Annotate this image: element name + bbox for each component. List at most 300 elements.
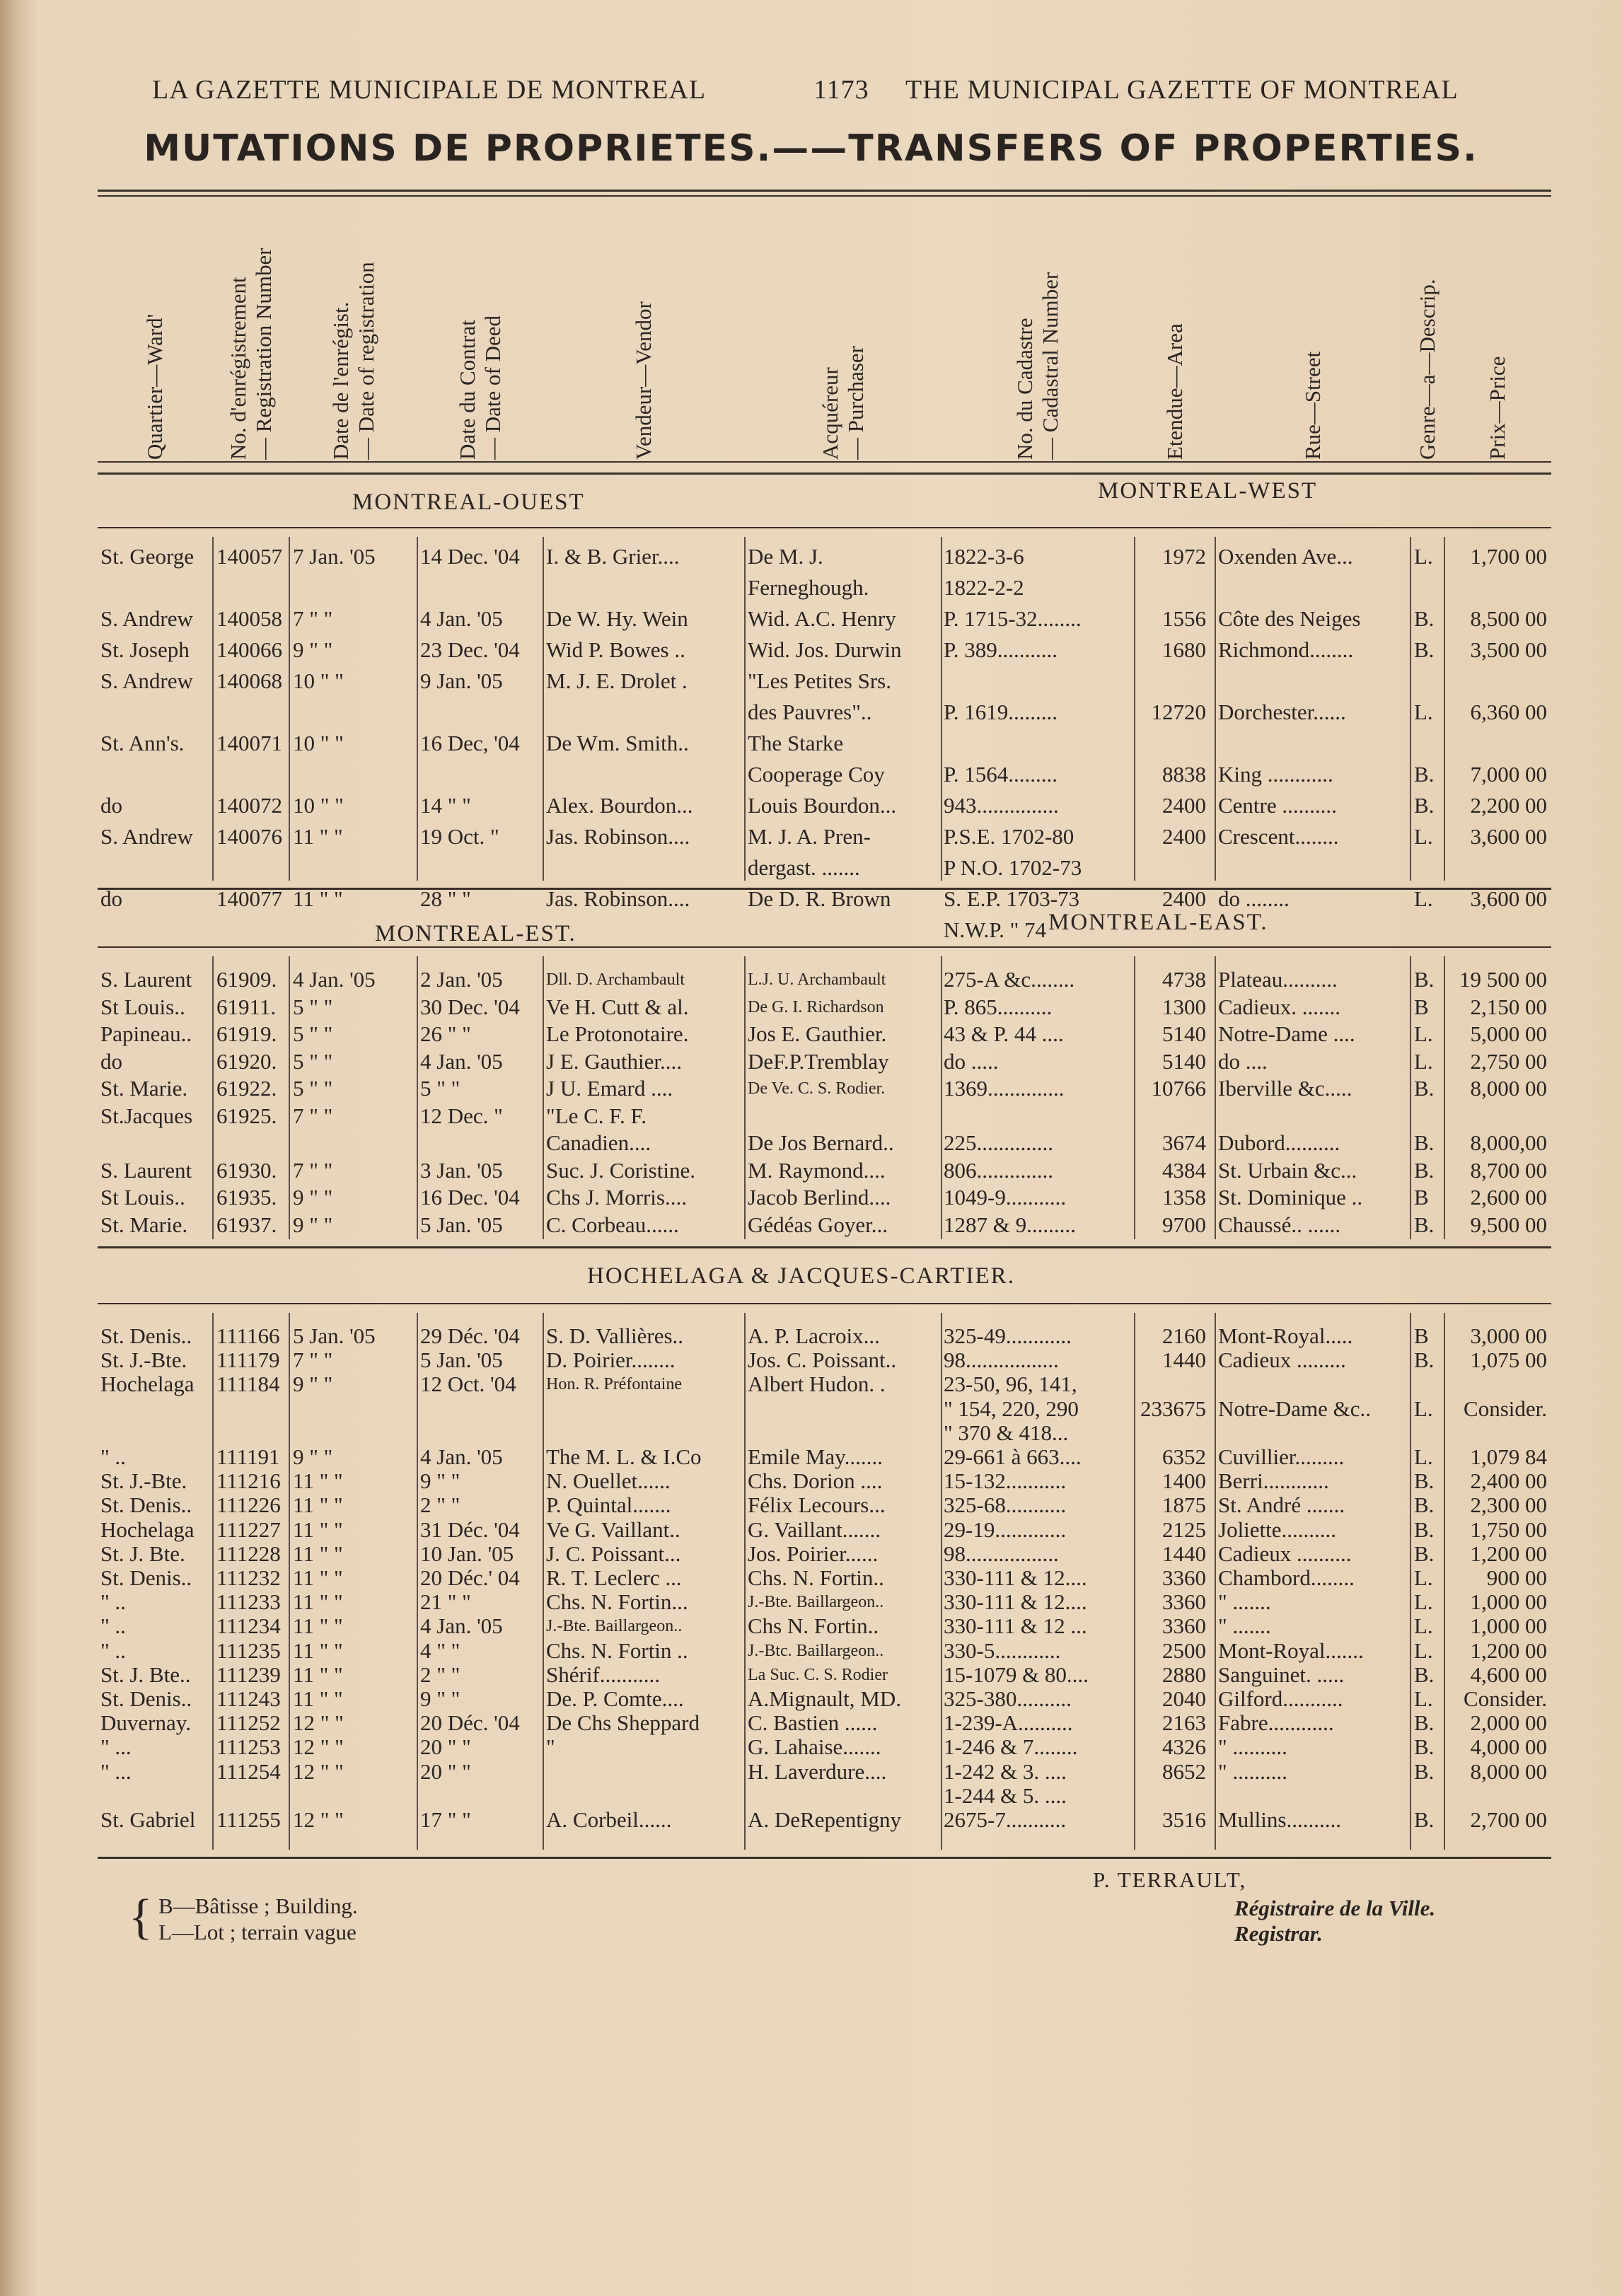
cell-deed: 12 Oct. '04 bbox=[420, 1372, 516, 1396]
cell-cad: 330-111 & 12 ... bbox=[944, 1613, 1087, 1638]
cell-gen: L. bbox=[1414, 1565, 1433, 1590]
cell-street: Centre .......... bbox=[1218, 793, 1337, 818]
cell-cad: P. 1715-32........ bbox=[944, 606, 1082, 631]
cell-gen: L. bbox=[1414, 544, 1433, 569]
cell-area: 3674 bbox=[1162, 1130, 1206, 1155]
table-row bbox=[0, 887, 1622, 915]
cell-purchaser: De D. R. Brown bbox=[748, 886, 891, 911]
column-header bbox=[417, 198, 543, 460]
cell-gen: B. bbox=[1414, 1158, 1435, 1183]
cell-cad: " 370 & 418... bbox=[944, 1420, 1069, 1445]
cell-street: Cadieux ......... bbox=[1218, 1347, 1346, 1372]
cell-street: Mont-Royal....... bbox=[1218, 1638, 1364, 1663]
cell-purchaser: Emile May....... bbox=[748, 1444, 883, 1469]
cell-area: 4384 bbox=[1162, 1158, 1206, 1183]
cell-price: 1,000 00 bbox=[1470, 1589, 1547, 1614]
cell-reg-date: 11 " " bbox=[293, 1468, 343, 1493]
table-row bbox=[0, 918, 1622, 946]
cell-reg: 111179 bbox=[216, 1347, 280, 1372]
cell-reg-date: 9 " " bbox=[293, 1372, 333, 1396]
cell-gen: B. bbox=[1414, 1492, 1435, 1517]
cell-purchaser: The Starke bbox=[748, 731, 844, 755]
cell-ward: St. Marie. bbox=[100, 1212, 188, 1237]
cell-purchaser: M. Raymond.... bbox=[748, 1158, 886, 1183]
cell-reg-date: 11 " " bbox=[293, 1638, 343, 1663]
cell-ward: St. George bbox=[100, 544, 195, 569]
cell-street: Cadieux .......... bbox=[1218, 1541, 1352, 1566]
cell-price: 900 00 bbox=[1486, 1565, 1547, 1590]
column-header-label: Etendue—Area bbox=[1162, 323, 1187, 460]
cell-cad: 1-244 & 5. .... bbox=[944, 1783, 1067, 1808]
cell-street: Cadieux. ....... bbox=[1218, 995, 1341, 1019]
cell-area: 1440 bbox=[1162, 1541, 1206, 1566]
header-left: LA GAZETTE MUNICIPALE DE MONTREAL bbox=[152, 75, 707, 105]
cell-cad: 1822-3-6 bbox=[944, 544, 1024, 569]
cell-deed: 19 Oct. " bbox=[420, 824, 499, 849]
cell-area: 8652 bbox=[1162, 1759, 1206, 1784]
cell-purchaser: "Les Petites Srs. bbox=[748, 668, 891, 693]
cell-street: Joliette.......... bbox=[1218, 1517, 1337, 1542]
cell-cad: P.S.E. 1702-80 bbox=[944, 824, 1074, 849]
cell-purchaser: A.Mignault, MD. bbox=[748, 1686, 901, 1711]
cell-gen: B bbox=[1414, 995, 1429, 1019]
cell-area: 2880 bbox=[1162, 1662, 1206, 1687]
cell-area: 1875 bbox=[1162, 1492, 1206, 1517]
cell-vendor: De W. Hy. Wein bbox=[546, 606, 688, 631]
cell-reg: 61911. bbox=[216, 995, 277, 1019]
cell-reg: 111232 bbox=[216, 1565, 281, 1590]
cell-ward: St. Gabriel bbox=[100, 1807, 196, 1832]
cell-vendor: Canadien.... bbox=[546, 1130, 651, 1155]
column-header-label: Quartier—Ward' bbox=[142, 313, 167, 460]
cell-purchaser: M. J. A. Pren- bbox=[748, 824, 871, 849]
cell-ward: S. Laurent bbox=[100, 967, 192, 992]
cell-reg-date: 11 " " bbox=[293, 886, 343, 911]
cell-price: 8,000 00 bbox=[1470, 1759, 1547, 1784]
cell-cad: 23-50, 96, 141, bbox=[944, 1372, 1077, 1396]
table-row bbox=[0, 1372, 1622, 1401]
cell-street: Gilford........... bbox=[1218, 1686, 1343, 1711]
column-header bbox=[1444, 198, 1551, 460]
cell-cad: 29-19............. bbox=[944, 1517, 1067, 1542]
column-header-label: Date de l'enrégist. bbox=[328, 301, 353, 460]
cell-reg: 111252 bbox=[216, 1710, 281, 1735]
cell-cad: P. 389........... bbox=[944, 637, 1058, 662]
cell-vendor: Jas. Robinson.... bbox=[546, 824, 690, 849]
cell-street: do .... bbox=[1218, 1049, 1268, 1074]
cell-ward: St. Joseph bbox=[100, 637, 190, 662]
cell-cad: P N.O. 1702-73 bbox=[944, 855, 1082, 880]
cell-price: 3,500 00 bbox=[1470, 637, 1547, 662]
cell-area: 2400 bbox=[1162, 886, 1206, 911]
cell-gen: B. bbox=[1414, 637, 1435, 662]
cell-area: 12720 bbox=[1151, 700, 1206, 724]
cell-street: St. André ....... bbox=[1218, 1492, 1345, 1517]
cell-reg-date: 9 " " bbox=[293, 1444, 333, 1469]
cell-vendor: Suc. J. Coristine. bbox=[546, 1158, 695, 1183]
cell-purchaser: Gédéas Goyer... bbox=[748, 1212, 888, 1237]
cell-area: 10766 bbox=[1151, 1076, 1206, 1101]
cell-price: 2,400 00 bbox=[1470, 1468, 1547, 1493]
cell-cad: P. 1564......... bbox=[944, 762, 1058, 787]
cell-ward: St Louis.. bbox=[100, 1185, 185, 1210]
cell-deed: 20 Déc. '04 bbox=[420, 1710, 520, 1735]
cell-cad: 1822-2-2 bbox=[944, 575, 1024, 600]
cell-reg: 111228 bbox=[216, 1541, 281, 1566]
cell-gen: L. bbox=[1414, 1613, 1433, 1638]
cell-purchaser: Cooperage Coy bbox=[748, 762, 885, 787]
cell-reg: 111253 bbox=[216, 1734, 281, 1759]
cell-reg-date: 12 " " bbox=[293, 1759, 344, 1784]
cell-reg: 140071 bbox=[216, 731, 282, 755]
cell-vendor: De Wm. Smith.. bbox=[546, 731, 689, 755]
cell-ward: St. J. Bte.. bbox=[100, 1662, 191, 1687]
cell-deed: 17 " " bbox=[420, 1807, 471, 1832]
table-row bbox=[0, 1050, 1622, 1078]
cell-street: Côte des Neiges bbox=[1218, 606, 1361, 631]
table-row bbox=[0, 638, 1622, 666]
cell-vendor: Ve G. Vaillant.. bbox=[546, 1517, 680, 1542]
cell-ward: S. Andrew bbox=[100, 606, 193, 631]
cell-reg-date: 5 Jan. '05 bbox=[293, 1323, 376, 1348]
table-row bbox=[0, 1077, 1622, 1105]
cell-ward: do bbox=[100, 1049, 122, 1074]
cell-price: 1,700 00 bbox=[1470, 544, 1547, 569]
page-title: MUTATIONS DE PROPRIETES.——TRANSFERS OF PROPERTIES. bbox=[144, 127, 1478, 170]
registrar-name: P. TERRAULT, bbox=[1093, 1867, 1247, 1892]
column-header-label-en: — Date of registration bbox=[353, 262, 378, 460]
cell-ward: St. Denis.. bbox=[100, 1565, 192, 1590]
cell-purchaser: Chs N. Fortin.. bbox=[748, 1613, 879, 1638]
cell-cad: S. E.P. 1703-73 bbox=[944, 886, 1080, 911]
page-number: 1173 bbox=[813, 75, 869, 105]
cell-deed: 14 " " bbox=[420, 793, 471, 818]
cell-deed: 9 " " bbox=[420, 1468, 460, 1493]
cell-ward: St. Denis.. bbox=[100, 1686, 192, 1711]
cell-ward: " .. bbox=[100, 1589, 126, 1614]
cell-vendor: J.-Bte. Baillargeon.. bbox=[546, 1617, 683, 1635]
column-header-label-en: — Registration Number bbox=[251, 248, 276, 460]
column-header bbox=[290, 198, 417, 460]
cell-price: 1,200 00 bbox=[1470, 1541, 1547, 1566]
cell-price: 8,700 00 bbox=[1470, 1158, 1547, 1183]
registrar-title-en: Registrar. bbox=[1234, 1921, 1323, 1946]
column-header-label-en: — Date of Deed bbox=[480, 315, 505, 460]
cell-deed: 2 " " bbox=[420, 1662, 460, 1687]
table-row bbox=[0, 545, 1622, 573]
section-rule bbox=[98, 472, 1551, 475]
cell-reg: 61920. bbox=[216, 1049, 277, 1074]
section-rule bbox=[98, 527, 1551, 528]
cell-price: 7,000 00 bbox=[1470, 762, 1547, 787]
cell-price: 1,079 84 bbox=[1470, 1444, 1547, 1469]
header-right: THE MUNICIPAL GAZETTE OF MONTREAL bbox=[905, 75, 1459, 105]
cell-price: 2,600 00 bbox=[1470, 1185, 1547, 1210]
cell-gen: L. bbox=[1414, 1021, 1433, 1046]
cell-deed: 16 Dec. '04 bbox=[420, 1185, 520, 1210]
table-row bbox=[0, 576, 1622, 604]
legend-lot: L—Lot ; terrain vague bbox=[158, 1920, 357, 1944]
cell-reg: 140076 bbox=[216, 824, 282, 849]
cell-cad: 1369.............. bbox=[944, 1076, 1065, 1101]
cell-area: 4738 bbox=[1162, 967, 1206, 992]
top-rule bbox=[98, 190, 1551, 192]
column-header-label: No. d'enrégistrement bbox=[226, 277, 250, 460]
header-bottom-rule bbox=[98, 461, 1551, 463]
column-header-label: Rue—Street bbox=[1299, 351, 1325, 460]
registrar-title-fr: Régistraire de la Ville. bbox=[1234, 1896, 1436, 1920]
table-row bbox=[0, 731, 1622, 760]
cell-price: 3,600 00 bbox=[1470, 824, 1547, 849]
cell-reg-date: 12 " " bbox=[293, 1734, 344, 1759]
cell-vendor: Chs J. Morris.... bbox=[546, 1185, 687, 1210]
cell-deed: 3 Jan. '05 bbox=[420, 1158, 503, 1183]
cell-ward: St. Denis.. bbox=[100, 1492, 192, 1517]
cell-street: Chaussé.. ...... bbox=[1218, 1212, 1341, 1237]
cell-reg-date: 9 " " bbox=[293, 637, 333, 662]
cell-deed: 5 Jan. '05 bbox=[420, 1212, 503, 1237]
cell-area: 4326 bbox=[1162, 1734, 1206, 1759]
cell-gen: L. bbox=[1414, 1444, 1433, 1469]
section-rule bbox=[98, 1303, 1551, 1304]
cell-deed: 14 Dec. '04 bbox=[420, 544, 520, 569]
cell-ward: Papineau.. bbox=[100, 1021, 192, 1046]
cell-area: 2500 bbox=[1162, 1638, 1206, 1663]
cell-vendor: Alex. Bourdon... bbox=[546, 793, 693, 818]
cell-street: " ....... bbox=[1218, 1589, 1271, 1614]
cell-vendor: J E. Gauthier.... bbox=[546, 1049, 682, 1074]
legend bbox=[134, 1894, 358, 1946]
cell-gen: L. bbox=[1414, 700, 1433, 724]
cell-purchaser: Jos. C. Poissant.. bbox=[748, 1347, 897, 1372]
cell-purchaser: J.-Btc. Baillargeon.. bbox=[748, 1642, 884, 1660]
cell-deed: 4 Jan. '05 bbox=[420, 606, 503, 631]
cell-purchaser: C. Bastien ...... bbox=[748, 1710, 878, 1735]
cell-cad: N.W.P. " 74 bbox=[944, 917, 1047, 942]
cell-street: Dubord.......... bbox=[1218, 1130, 1340, 1155]
cell-price: 3,000 00 bbox=[1470, 1323, 1547, 1348]
cell-price: 9,500 00 bbox=[1470, 1212, 1547, 1237]
cell-reg: 140077 bbox=[216, 886, 282, 911]
cell-cad: 330-5............ bbox=[944, 1638, 1061, 1663]
cell-ward: St. J.-Bte. bbox=[100, 1468, 187, 1493]
table-row bbox=[0, 1808, 1622, 1836]
cell-ward: St. J.-Bte. bbox=[100, 1347, 187, 1372]
section-title-fr: MONTREAL-EST. bbox=[375, 921, 577, 946]
cell-vendor: S. D. Vallières.. bbox=[546, 1323, 684, 1348]
column-header bbox=[1135, 198, 1215, 460]
cell-ward: S. Laurent bbox=[100, 1158, 192, 1183]
cell-reg-date: 10 " " bbox=[293, 668, 344, 693]
cell-area: 1440 bbox=[1162, 1347, 1206, 1372]
cell-price: 1,075 00 bbox=[1470, 1347, 1547, 1372]
cell-street: " .......... bbox=[1218, 1734, 1287, 1759]
cell-area: 9700 bbox=[1162, 1212, 1206, 1237]
cell-reg-date: 11 " " bbox=[293, 1541, 343, 1566]
cell-gen: B. bbox=[1414, 1541, 1435, 1566]
cell-reg-date: 12 " " bbox=[293, 1710, 344, 1735]
column-header-label: Acquéreur bbox=[817, 367, 842, 460]
cell-gen: L. bbox=[1414, 1396, 1433, 1421]
column-header-label: Genre—a—Descrip. bbox=[1415, 279, 1439, 460]
cell-deed: 9 Jan. '05 bbox=[420, 668, 503, 693]
cell-gen: L. bbox=[1414, 824, 1433, 849]
cell-street: King ............ bbox=[1218, 762, 1333, 787]
cell-price: 1,000 00 bbox=[1470, 1613, 1547, 1638]
column-header bbox=[543, 198, 744, 460]
cell-price: 6,360 00 bbox=[1470, 700, 1547, 724]
cell-deed: 4 Jan. '05 bbox=[420, 1049, 503, 1074]
cell-cad: 1049-9........... bbox=[944, 1185, 1067, 1210]
cell-reg: 111216 bbox=[216, 1468, 281, 1493]
cell-gen: B bbox=[1414, 1323, 1429, 1348]
cell-cad: 98................. bbox=[944, 1541, 1059, 1566]
column-header-label: Prix—Price bbox=[1485, 356, 1510, 460]
cell-cad: do ..... bbox=[944, 1049, 999, 1074]
cell-price: 8,500 00 bbox=[1470, 606, 1547, 631]
cell-area: 3516 bbox=[1162, 1807, 1206, 1832]
cell-purchaser: Wid. A.C. Henry bbox=[748, 606, 896, 631]
cell-cad: 225.............. bbox=[944, 1130, 1053, 1155]
cell-price: 1,200 00 bbox=[1470, 1638, 1547, 1663]
cell-price: 2,000 00 bbox=[1470, 1710, 1547, 1735]
cell-purchaser: De M. J. bbox=[748, 544, 823, 569]
cell-street: St. Dominique .. bbox=[1218, 1185, 1363, 1210]
cell-purchaser: A. P. Lacroix... bbox=[748, 1323, 880, 1348]
cell-gen: B. bbox=[1414, 1759, 1435, 1784]
cell-reg: 111254 bbox=[216, 1759, 281, 1784]
cell-price: 4,000 00 bbox=[1470, 1734, 1547, 1759]
cell-reg: 111227 bbox=[216, 1517, 281, 1542]
table-row bbox=[0, 1022, 1622, 1050]
cell-reg: 61919. bbox=[216, 1021, 277, 1046]
cell-reg: 140057 bbox=[216, 544, 282, 569]
table-row bbox=[0, 607, 1622, 635]
cell-street: Plateau.......... bbox=[1218, 967, 1338, 992]
cell-deed: 20 " " bbox=[420, 1734, 471, 1759]
column-header bbox=[941, 198, 1134, 460]
cell-vendor: Ve H. Cutt & al. bbox=[546, 995, 689, 1019]
cell-price: 1,750 00 bbox=[1470, 1517, 1547, 1542]
cell-street: " .......... bbox=[1218, 1759, 1287, 1784]
table-row bbox=[0, 700, 1622, 729]
cell-cad: " 154, 220, 290 bbox=[944, 1396, 1079, 1421]
cell-ward: St.Jacques bbox=[100, 1103, 193, 1128]
column-header bbox=[214, 198, 289, 460]
cell-vendor: J U. Emard .... bbox=[546, 1076, 673, 1101]
cell-reg: 61909. bbox=[216, 967, 277, 992]
cell-vendor: Jas. Robinson.... bbox=[546, 886, 690, 911]
cell-ward: " ... bbox=[100, 1759, 132, 1784]
cell-purchaser: des Pauvres".. bbox=[748, 700, 872, 724]
cell-price: Consider. bbox=[1464, 1686, 1547, 1711]
cell-ward: Hochelaga bbox=[100, 1517, 195, 1542]
cell-vendor: " bbox=[546, 1734, 555, 1759]
cell-cad: 1-242 & 3. .... bbox=[944, 1759, 1067, 1784]
cell-reg-date: 11 " " bbox=[293, 824, 343, 849]
cell-price: 2,700 00 bbox=[1470, 1807, 1547, 1832]
table-row bbox=[0, 669, 1622, 697]
cell-ward: St. Marie. bbox=[100, 1076, 188, 1101]
cell-street: Fabre............ bbox=[1218, 1710, 1334, 1735]
table-row bbox=[0, 794, 1622, 822]
cell-cad: P. 865.......... bbox=[944, 995, 1053, 1019]
cell-price: 4,600 00 bbox=[1470, 1662, 1547, 1687]
cell-gen: B. bbox=[1414, 606, 1435, 631]
top-rule-2 bbox=[98, 195, 1551, 197]
cell-area: 233675 bbox=[1140, 1396, 1206, 1421]
table-row bbox=[0, 968, 1622, 996]
cell-vendor: De. P. Comte.... bbox=[546, 1686, 684, 1711]
cell-purchaser: G. Lahaise....... bbox=[748, 1734, 881, 1759]
cell-vendor: P. Quintal....... bbox=[546, 1492, 671, 1517]
table-row bbox=[0, 1213, 1622, 1241]
cell-vendor: M. J. E. Drolet . bbox=[546, 668, 688, 693]
cell-deed: 28 " " bbox=[420, 886, 471, 911]
cell-gen: B bbox=[1414, 1185, 1429, 1210]
cell-area: 1972 bbox=[1162, 544, 1206, 569]
cell-reg: 111234 bbox=[216, 1613, 281, 1638]
cell-reg-date: 11 " " bbox=[293, 1589, 343, 1614]
cell-ward: St. Ann's. bbox=[100, 731, 185, 755]
cell-gen: B. bbox=[1414, 1734, 1435, 1759]
cell-reg-date: 5 " " bbox=[293, 1049, 333, 1074]
cell-reg-date: 9 " " bbox=[293, 1185, 333, 1210]
cell-area: 3360 bbox=[1162, 1565, 1206, 1590]
cell-street: do ........ bbox=[1218, 886, 1290, 911]
cell-cad: 1-246 & 7........ bbox=[944, 1734, 1078, 1759]
legend-brace: { bbox=[129, 1890, 153, 1944]
cell-ward: Hochelaga bbox=[100, 1372, 195, 1396]
cell-street: Notre-Dame &c.. bbox=[1218, 1396, 1372, 1421]
column-header-label: No. du Cadastre bbox=[1012, 318, 1037, 460]
cell-cad: 15-1079 & 80.... bbox=[944, 1662, 1089, 1687]
cell-purchaser: Albert Hudon. . bbox=[748, 1372, 886, 1396]
cell-deed: 20 Déc.' 04 bbox=[420, 1565, 520, 1590]
cell-price: 19 500 00 bbox=[1459, 967, 1547, 992]
cell-deed: 23 Dec. '04 bbox=[420, 637, 520, 662]
column-header bbox=[745, 198, 941, 460]
cell-purchaser: Félix Lecours... bbox=[748, 1492, 886, 1517]
cell-cad: 325-49............ bbox=[944, 1323, 1072, 1348]
cell-deed: 10 Jan. '05 bbox=[420, 1541, 514, 1566]
cell-gen: L. bbox=[1414, 886, 1433, 911]
cell-reg: 111243 bbox=[216, 1686, 281, 1711]
column-header bbox=[1215, 198, 1410, 460]
cell-gen: B. bbox=[1414, 1662, 1435, 1687]
cell-reg: 111233 bbox=[216, 1589, 281, 1614]
cell-gen: B. bbox=[1414, 1468, 1435, 1493]
cell-street: Sanguinet. ..... bbox=[1218, 1662, 1345, 1687]
cell-area: 2163 bbox=[1162, 1710, 1206, 1735]
table-row bbox=[0, 1185, 1622, 1214]
cell-price: 3,600 00 bbox=[1470, 886, 1547, 911]
cell-vendor: De Chs Sheppard bbox=[546, 1710, 700, 1735]
section-rule bbox=[98, 946, 1551, 948]
cell-purchaser: Jos E. Gauthier. bbox=[748, 1021, 887, 1046]
cell-gen: B. bbox=[1414, 967, 1435, 992]
cell-reg-date: 4 Jan. '05 bbox=[293, 967, 376, 992]
cell-gen: L. bbox=[1414, 1589, 1433, 1614]
cell-street: Chambord........ bbox=[1218, 1565, 1355, 1590]
cell-purchaser: La Suc. C. S. Rodier bbox=[748, 1666, 888, 1684]
cell-gen: B. bbox=[1414, 1130, 1435, 1155]
column-header-label: Vendeur—Vendor bbox=[631, 301, 656, 460]
cell-vendor: Dll. D. Archambault bbox=[546, 970, 685, 989]
section-title-en: MONTREAL-WEST bbox=[1098, 478, 1318, 504]
cell-purchaser: Jos. Poirier...... bbox=[748, 1541, 879, 1566]
table-row bbox=[0, 763, 1622, 791]
